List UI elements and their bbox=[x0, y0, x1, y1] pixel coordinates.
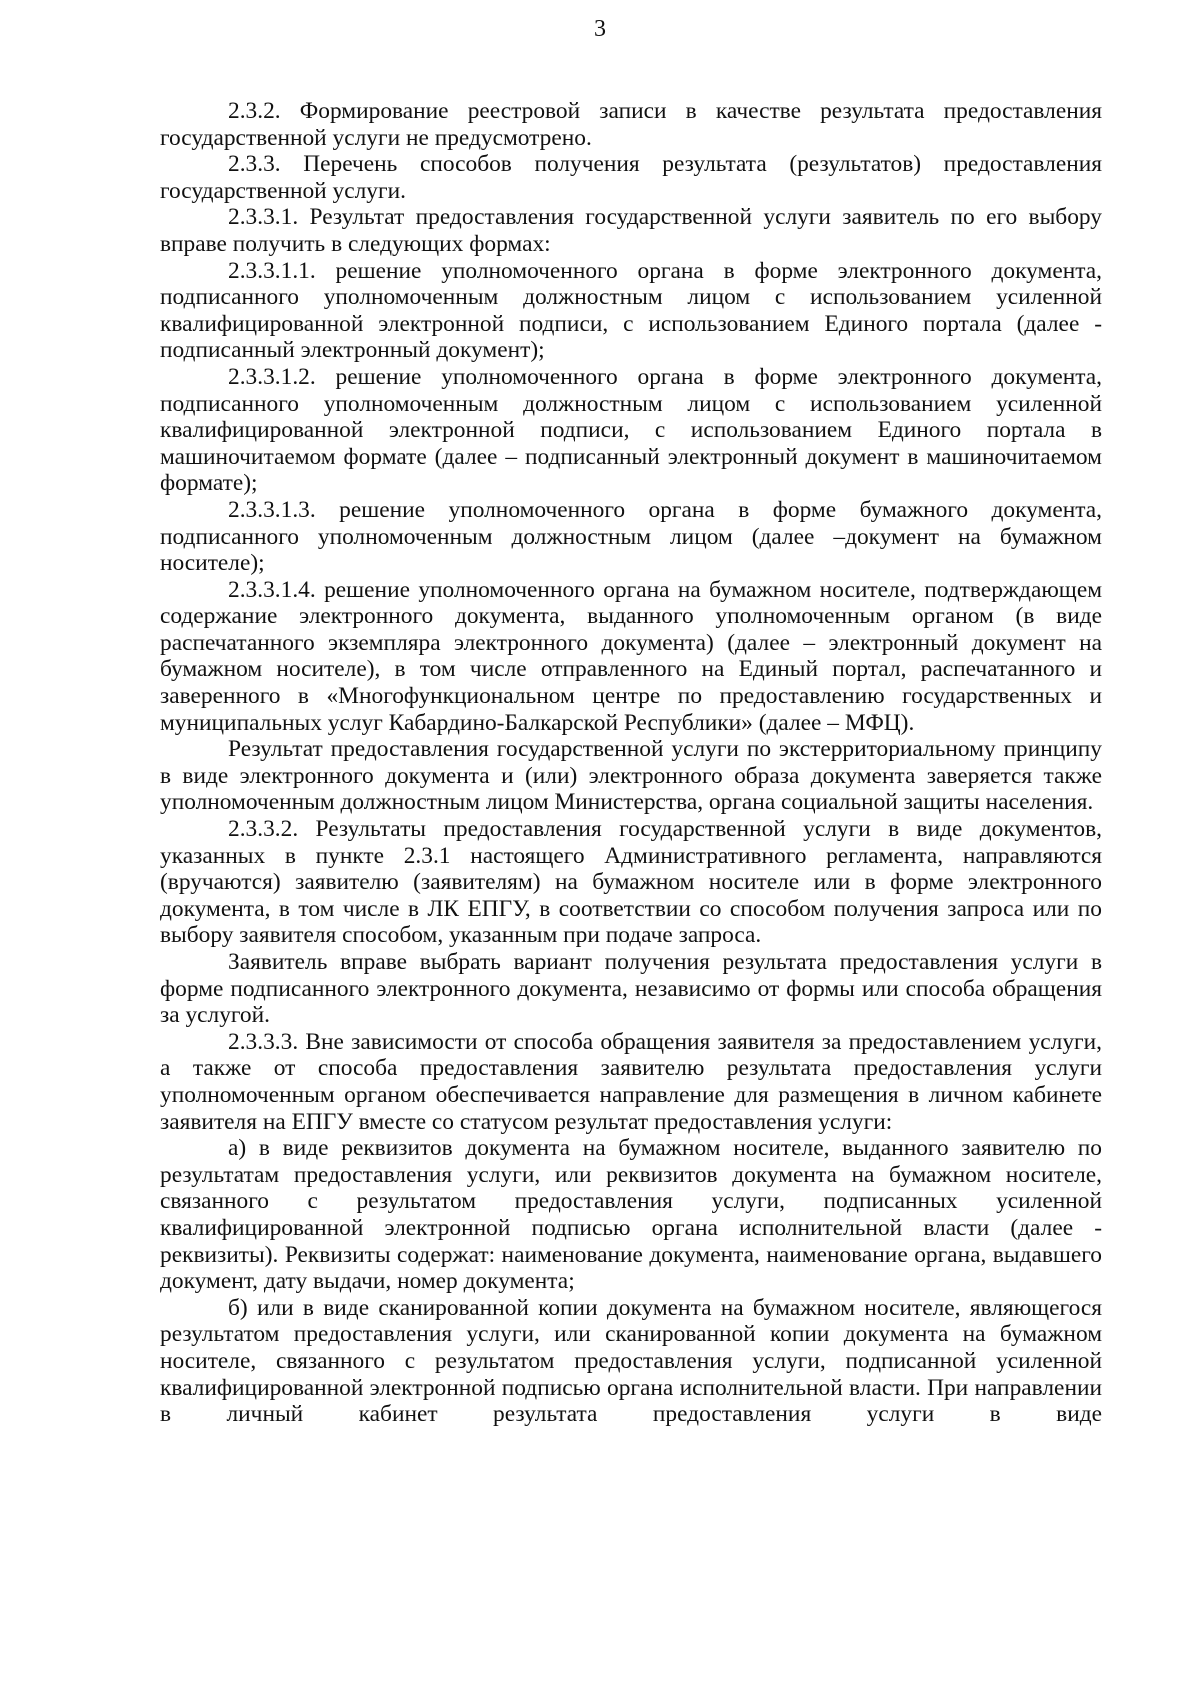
paragraph-extraterritorial-result: Результат предоставления государственной услуги по экстерриториальному принципу в виде электронного документа и (или) электронного образа документа заверяется также уполномоченным должностным лицом Министерства, органа социальной защиты населения. bbox=[160, 736, 1102, 816]
paragraph-2-3-2: 2.3.2. Формирование реестровой записи в качестве результата предоставления государственной услуги не предусмотрено. bbox=[160, 98, 1102, 151]
paragraph-item-b: б) или в виде сканированной копии документа на бумажном носителе, являющегося результатом предоставления услуги, или сканированной копии документа на бумажном носителе, связанного с результатом предоставления услуги, подписанной усиленной квалифицированной электронной подписью органа исполнительной власти. При направлении в личный кабинет результата предоставления услуги в виде bbox=[160, 1294, 1102, 1428]
document-body bbox=[160, 98, 1102, 1428]
paragraph-item-a: а) в виде реквизитов документа на бумажном носителе, выданного заявителю по результатам предоставления услуги, или реквизитов документа на бумажном носителе, связанного с результатом предоставления услуги, подписанных усиленной квалифицированной электронной подписью органа исполнительной власти (далее - реквизиты). Реквизиты содержат: наименование документа, наименование органа, выдавшего документ, дату выдачи, номер документа; bbox=[160, 1135, 1102, 1295]
paragraph-2-3-3-1-3: 2.3.3.1.3. решение уполномоченного органа в форме бумажного документа, подписанного уполномоченным должностным лицом (далее –документ на бумажном носителе); bbox=[160, 496, 1102, 577]
paragraph-2-3-3-1-1: 2.3.3.1.1. решение уполномоченного органа в форме электронного документа, подписанного уполномоченным должностным лицом с использованием усиленной квалифицированной электронной подписи, с использованием Единого портала (далее - подписанный электронный документ); bbox=[160, 257, 1102, 364]
paragraph-applicant-choice: Заявитель вправе выбрать вариант получения результата предоставления услуги в форме подписанного электронного документа, независимо от формы или способа обращения за услугой. bbox=[160, 949, 1102, 1029]
paragraph-2-3-3-1: 2.3.3.1. Результат предоставления государственной услуги заявитель по его выбору вправе получить в следующих формах: bbox=[160, 204, 1102, 257]
paragraph-2-3-3-1-4: 2.3.3.1.4. решение уполномоченного органа на бумажном носителе, подтверждающем содержание электронного документа, выданного уполномоченным органом (в виде распечатанного экземпляра электронного документа) (далее – электронный документ на бумажном носителе), в том числе отправленного на Единый портал, распечатанного и заверенного в «Многофункциональном центре по предоставлению государственных и муниципальных услуг Кабардино-Балкарской Республики» (далее – МФЦ). bbox=[160, 576, 1102, 736]
page-number: 3 bbox=[594, 16, 606, 42]
paragraph-2-3-3-1-2: 2.3.3.1.2. решение уполномоченного органа в форме электронного документа, подписанного уполномоченным должностным лицом с использованием усиленной квалифицированной электронной подписи, с использованием Единого портала в машиночитаемом формате (далее – подписанный электронный документ в машиночитаемом формате); bbox=[160, 363, 1102, 497]
paragraph-2-3-3-2: 2.3.3.2. Результаты предоставления государственной услуги в виде документов, указанных в пункте 2.3.1 настоящего Административного регламента, направляются (вручаются) заявителю (заявителям) на бумажном носителе или в форме электронного документа, в том числе в ЛК ЕПГУ, в соответствии со способом получения запроса или по выбору заявителя способом, указанным при подаче запроса. bbox=[160, 816, 1102, 949]
paragraph-2-3-3-3: 2.3.3.3. Вне зависимости от способа обращения заявителя за предоставлением услуги, а также от способа предоставления заявителю результата предоставления услуги уполномоченным органом обеспечивается направление для размещения в личном кабинете заявителя на ЕПГУ вместе со статусом результат предоставления услуги: bbox=[160, 1028, 1102, 1135]
paragraph-2-3-3: 2.3.3. Перечень способов получения результата (результатов) предоставления государственной услуги. bbox=[160, 151, 1102, 204]
